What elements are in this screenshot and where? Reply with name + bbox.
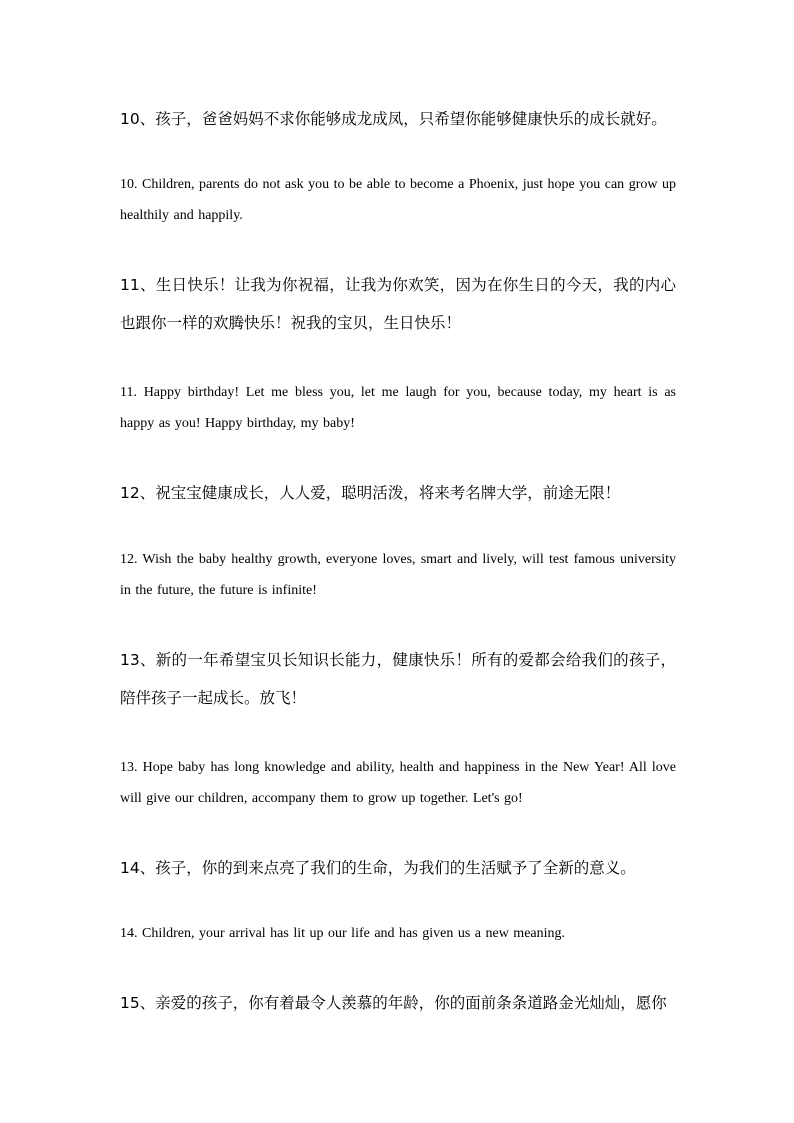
paragraph-15-zh: 15、亲爱的孩子，你有着最令人羡慕的年龄，你的面前条条道路金光灿灿，愿你 [120, 994, 667, 1012]
paragraph-11-en: 11. Happy birthday! Let me bless you, let me laugh for you, because today, my heart is as happy as you! Happy birthday, my baby! [120, 385, 676, 431]
paragraph-14-zh: 14、孩子，你的到来点亮了我们的生命，为我们的生活赋予了全新的意义。 [120, 859, 636, 877]
paragraph-10-en: 10. Children, parents do not ask you to be able to become a Phoenix, just hope you can grow up healthily and happily. [120, 177, 676, 223]
paragraph-13-en: 13. Hope baby has long knowledge and ability, health and happiness in the New Year! All love will give our children, accompany them to grow up together. Let's go! [120, 760, 676, 806]
paragraph-10-zh: 10、孩子，爸爸妈妈不求你能够成龙成凤，只希望你能够健康快乐的成长就好。 [120, 110, 667, 128]
paragraph-11-zh: 11、生日快乐！让我为你祝福，让我为你欢笑，因为在你生日的今天，我的内心也跟你一样的欢腾快乐！祝我的宝贝，生日快乐！ [120, 276, 676, 332]
paragraph-14-en: 14. Children, your arrival has lit up our life and has given us a new meaning. [120, 926, 566, 941]
paragraph-12-zh: 12、祝宝宝健康成长，人人爱，聪明活泼，将来考名牌大学，前途无限！ [120, 484, 621, 502]
paragraph-12-en: 12. Wish the baby healthy growth, everyone loves, smart and lively, will test famous university in the future, the future is infinite! [120, 552, 676, 598]
paragraph-13-zh: 13、新的一年希望宝贝长知识长能力，健康快乐！所有的爱都会给我们的孩子，陪伴孩子一起成长。放飞！ [120, 651, 676, 707]
